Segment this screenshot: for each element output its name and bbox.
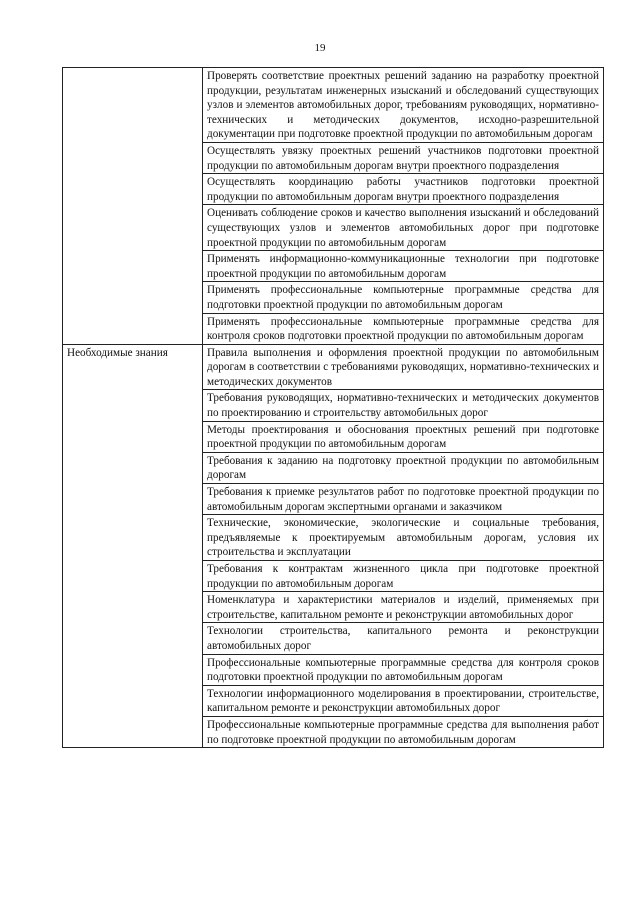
skill-item: Оценивать соблюдение сроков и качество выполнения изысканий и обследований существующих узлов и элементов автомобильных дорог при подготовке проектной продукции по автомобильным дорогам: [203, 205, 604, 251]
knowledge-label: Необходимые знания: [63, 344, 203, 747]
knowledge-item: Технологии информационного моделирования в проектировании, строительстве, капитальном ремонте и реконструкции автомобильных дорог: [203, 685, 604, 716]
table-row: [63, 344, 604, 390]
knowledge-item: Номенклатура и характеристики материалов и изделий, применяемых при строительстве, капитальном ремонте и реконструкции автомобильных дорог: [203, 592, 604, 623]
skill-item: Применять профессиональные компьютерные программные средства для контроля сроков подготовки проектной продукции по автомобильным дорогам: [203, 313, 604, 344]
knowledge-item: Технологии строительства, капитального ремонта и реконструкции автомобильных дорог: [203, 623, 604, 654]
knowledge-item: Профессиональные компьютерные программные средства для выполнения работ по подготовке проектной продукции по автомобильным дорогам: [203, 716, 604, 747]
skill-item: Осуществлять увязку проектных решений участников подготовки проектной продукции по автомобильным дорогам внутри проектного подразделения: [203, 142, 604, 173]
skill-item: Проверять соответствие проектных решений заданию на разработку проектной продукции, результатам инженерных изысканий и обследований существующих узлов и элементов автомобильных дорог, требованиям руководящих, нормативно-технических и методических документов, исходно-разрешительной документации при подготовке проектной продукции по автомобильным дорогам: [203, 68, 604, 143]
skill-item: Применять информационно-коммуникационные технологии при подготовке проектной продукции по автомобильным дорогам: [203, 251, 604, 282]
knowledge-item: Требования к контрактам жизненного цикла при подготовке проектной продукции по автомобильным дорогам: [203, 561, 604, 592]
knowledge-item: Технические, экономические, экологические и социальные требования, предъявляемые к проектируемым автомобильным дорогам, условия их строительства и эксплуатации: [203, 515, 604, 561]
knowledge-item: Требования руководящих, нормативно-технических и методических документов по проектированию и строительству автомобильных дорог: [203, 390, 604, 421]
skills-label: [63, 68, 203, 345]
table-row: [63, 68, 604, 143]
page-number: 19: [314, 42, 326, 54]
knowledge-item: Правила выполнения и оформления проектной продукции по автомобильным дорогам в соответствии с требованиями руководящих, нормативно-технических и методических документов: [203, 344, 604, 390]
knowledge-item: Методы проектирования и обоснования проектных решений при подготовке проектной продукции по автомобильным дорогам: [203, 421, 604, 452]
knowledge-item: Профессиональные компьютерные программные средства для контроля сроков подготовки проектной продукции по автомобильным дорогам: [203, 654, 604, 685]
skill-item: Применять профессиональные компьютерные программные средства для подготовки проектной продукции по автомобильным дорогам: [203, 282, 604, 313]
knowledge-item: Требования к приемке результатов работ по подготовке проектной продукции по автомобильным дорогам экспертными органами и заказчиком: [203, 484, 604, 515]
knowledge-item: Требования к заданию на подготовку проектной продукции по автомобильным дорогам: [203, 452, 604, 483]
requirements-table: [62, 67, 604, 748]
skill-item: Осуществлять координацию работы участников подготовки проектной продукции по автомобильным дорогам внутри проектного подразделения: [203, 174, 604, 205]
